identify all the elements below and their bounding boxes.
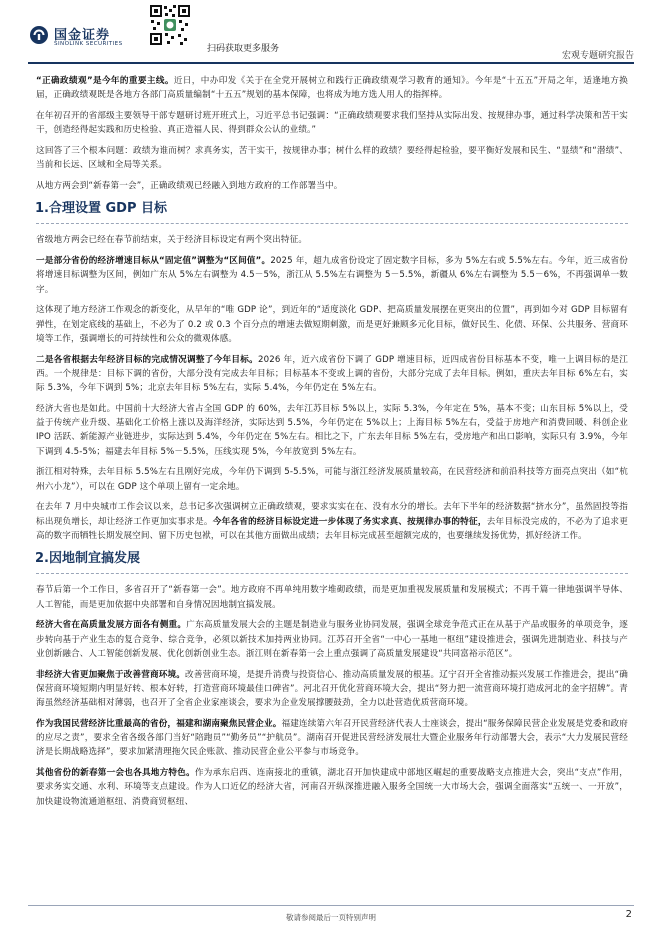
section-divider (36, 573, 628, 574)
highlight-text: 非经济大省更加聚焦于改善营商环境。 (36, 669, 186, 680)
page-number: 2 (625, 909, 632, 920)
paragraph: 经济大省也是如此。中国前十大经济大省占全国 GDP 的 60%，去年江苏目标 5%以上，实际 5.3%，今年定在 5%，基本不变；山东目标 5%以上，受益于传统产业升级、基础化工价格上涨以及海洋经济，实际达到 5.5%，今年仍定在 5%以上；上海目标 5%左右，受益于房地产和消费回暖、科创企业 IPO 活跃、新能源产业链进步，实际达到 5.4%，今年仍定在 5%左右。相比之下，广东去年目标 5%左右，受房地产和出口影响，实际只有 3.9%，今年下调到 4.5-5%；福建去年目标 5%－5.5%，压线实现 5%，今年放宽到 5%左右。 (36, 403, 628, 457)
paragraph: 非经济大省更加聚焦于改善营商环境。改善营商环境，是提升消费与投资信心、推动高质量发展的根基。辽宁召开全省推动振兴发展工作推进会，提出“确保营商环境短期内明显好转、根本好转，打造营商环境最佳口碑省”。河北召开优化营商环境大会，提出“努力把一流营商环境打造成河北的金字招牌”。青海虽然经济基础相对薄弱，也召开了全省企业家座谈会，要求为企业发展撑腰鼓劲，全力以赴营造优质营商环境。 (36, 669, 628, 709)
highlight-text: 今年各省的经济目标设定进一步体现了务实求真、按规律办事的特征， (212, 516, 487, 527)
paragraph: 省级地方两会已经在春节前结束，关于经济目标设定有两个突出特征。 (36, 235, 308, 246)
qr-code-icon[interactable] (148, 3, 192, 47)
header-divider (28, 62, 634, 64)
paragraph: 作为我国民营经济比重最高的省份，福建和湖南聚焦民营企业。福建连续第六年召开民营经济代表人士座谈会，提出“服务保障民营企业发展是党委和政府的应尽之责”，要求全省各级各部门当好“陪跑员”“勤务员”“护航员”。湖南召开促进民营经济发展壮大暨企业服务年行动部署大会，表示“大力发展民营经济是长期战略选择”，要求加紧清理拖欠民企账款、推动民营企业公平参与市场竞争。 (36, 718, 628, 758)
highlight-text: 一是部分省份的经济增速目标从“固定值”调整为“区间值”。 (36, 255, 271, 266)
highlight-text: 经济大省在高质量发展方面各有侧重。 (36, 620, 187, 631)
brand-name: 国金证券 (54, 28, 111, 43)
paragraph: 这体现了地方经济工作观念的新变化，从早年的“唯 GDP 论”，到近年的“适度淡化 GDP、把高质量发展摆在更突出的位置”，再到如今对 GDP 目标留有弹性，在划定底线的基础上，不必为了 0.2 或 0.3 个百分点的增速去做短期刺激，而是更好兼顾多元化目标，做好民生、化债、环保、公共服务、营商环境等工作，强调增长的可持续性和公众的微观体感。 (36, 305, 628, 344)
paragraph: 其他省份的新春第一会也各具地方特色。作为承东启西、连南接北的重镇，湖北召开加快建成中部地区崛起的重要战略支点推进大会，突出“支点”作用，要求务实交通、水利、环境等支点建设。作为人口近亿的经济大省，河南召开纵深推进融入服务全国统一大市场大会，强调全面落实“五统一、一开放”，加快建设物流通道枢纽、消费商贸枢纽、 (36, 768, 628, 807)
highlight-text: 二是各省根据去年经济目标的完成情况调整了今年目标。 (36, 354, 258, 365)
section-divider (36, 223, 628, 224)
highlight-text: 作为我国民营经济比重最高的省份，福建和湖南聚焦民营企业。 (36, 718, 282, 729)
paragraph: 经济大省在高质量发展方面各有侧重。广东高质量发展大会的主题是制造业与服务业协同发展，强调全球竞争范式正在从基于产品或服务的单项竞争，逐步转向基于产业生态的复合竞争、综合竞争，必须以新技术加持两业协同。江苏召开全省“一中心一基地一枢纽”建设推进会，强调先进制造业、科技与产业创新融合、人工智能创新发展、优化创新创业生态。浙江则在新春第一会上重点强调了高质量发展建设“共同富裕示范区”。 (36, 620, 628, 659)
paragraph-intro: “正确政绩观”是今年的重要主线。近日，中办印发《关于在全党开展树立和践行正确政绩观学习教育的通知》。今年是“十五五”开局之年，适逢地方换届，正确政绩观既是各地方各部门高质量编制“十五五”规划的基本保障，也将成为地方选人用人的指挥棒。 (36, 76, 629, 101)
paragraph: 从地方两会到“新春第一会”，正确政绩观已经融入到地方政府的工作部署当中。 (36, 180, 343, 191)
disclaimer-text: 敬请参阅最后一页特别声明 (286, 913, 376, 922)
scan-for-services-text: 扫码获取更多服务 (207, 44, 280, 54)
brand-name-english: SINOLINK SECURITIES (54, 41, 123, 47)
report-type-label: 宏观专题研究报告 (561, 51, 634, 61)
section-heading-gdp-targets: 1.合理设置 GDP 目标 (35, 201, 168, 217)
section-heading-local-development: 2.因地制宜搞发展 (35, 551, 140, 567)
highlight-text: 其他省份的新春第一会也各具地方特色。 (36, 768, 195, 779)
report-body (36, 74, 628, 815)
paragraph: 在去年 7 月中央城市工作会议以来，总书记多次强调树立正确政绩观，要求实实在在、没有水分的增长。去年下半年的经济数据“挤水分”，虽然固投等指标出现负增长，却让经济工作更加实事求是。今年各省的经济目标设定进一步体现了务实求真、按规律办事的特征，去年目标没完成的，不必为了追求更高的数字而牺牲长期发展空间、留下历史包袱，可以在其他方面做出成绩；去年目标完成甚至超额完成的，也要继续发扬优势，抓好经济工作。 (36, 502, 628, 541)
paragraph: 浙江相对特殊，去年目标 5.5%左右且刚好完成，今年仍下调到 5-5.5%，可能与浙江经济发展质量较高，在民营经济和前沿科技等方面亮点突出（如“杭州六小龙”），可以在 GDP 这个单项上留有一定余地。 (36, 467, 628, 492)
paragraph: 在年初召开的省部级主要领导干部专题研讨班开班式上，习近平总书记强调：“正确政绩观要求我们坚持从实际出发、按规律办事，通过科学决策和苦干实干，创造经得起实践和历史检验、真正造福人民、得到群众公认的业绩。” (36, 110, 628, 136)
footer-divider (28, 905, 634, 906)
paragraph: 春节后第一个工作日，多省召开了“新春第一会”。地方政府不再单纯用数字堆砌政绩，而是更加重视发展质量和发展模式；不再千篇一律地强调半导体、人工智能，而是更加依据中央部署和自身情况因地制宜搞发展。 (36, 585, 628, 610)
paragraph: 这回答了三个根本问题：政绩为谁而树？求真务实，苦干实干，按规律办事；树什么样的政绩？要经得起检验，要平衡好发展和民生、“显绩”和“潜绩”、当前和长远、区域和全局等关系。 (36, 145, 628, 171)
sinolink-logo-icon (29, 25, 49, 45)
highlight-text: “正确政绩观”是今年的重要主线。 (36, 76, 174, 86)
page-header (0, 0, 662, 68)
paragraph: 一是部分省份的经济增速目标从“固定值”调整为“区间值”。2025 年，超九成省份设定了固定数字目标，多为 5%左右或 5.5%左右。今年，近三成省份将增速目标调整为区间，例如广东从 5%左右调整为 4.5－5%，浙江从 5.5%左右调整为 5－5.5%，新疆从 6%左右调整为 5.5－6%，不再强调单一数字。 (36, 255, 629, 295)
paragraph: 二是各省根据去年经济目标的完成情况调整了今年目标。2026 年，近六成省份下调了 GDP 增速目标，近四成省份目标基本不变，唯一上调目标的是江西。一个规律是：目标下调的省份，大部分没有完成去年目标；目标基本不变或上调的省份，大部分完成了去年目标。例如，重庆去年目标 6%左右，实际 5.3%，今年下调到 5%；北京去年目标 5%左右，实际 5.4%，今年仍定在 5%左右。 (36, 354, 628, 394)
